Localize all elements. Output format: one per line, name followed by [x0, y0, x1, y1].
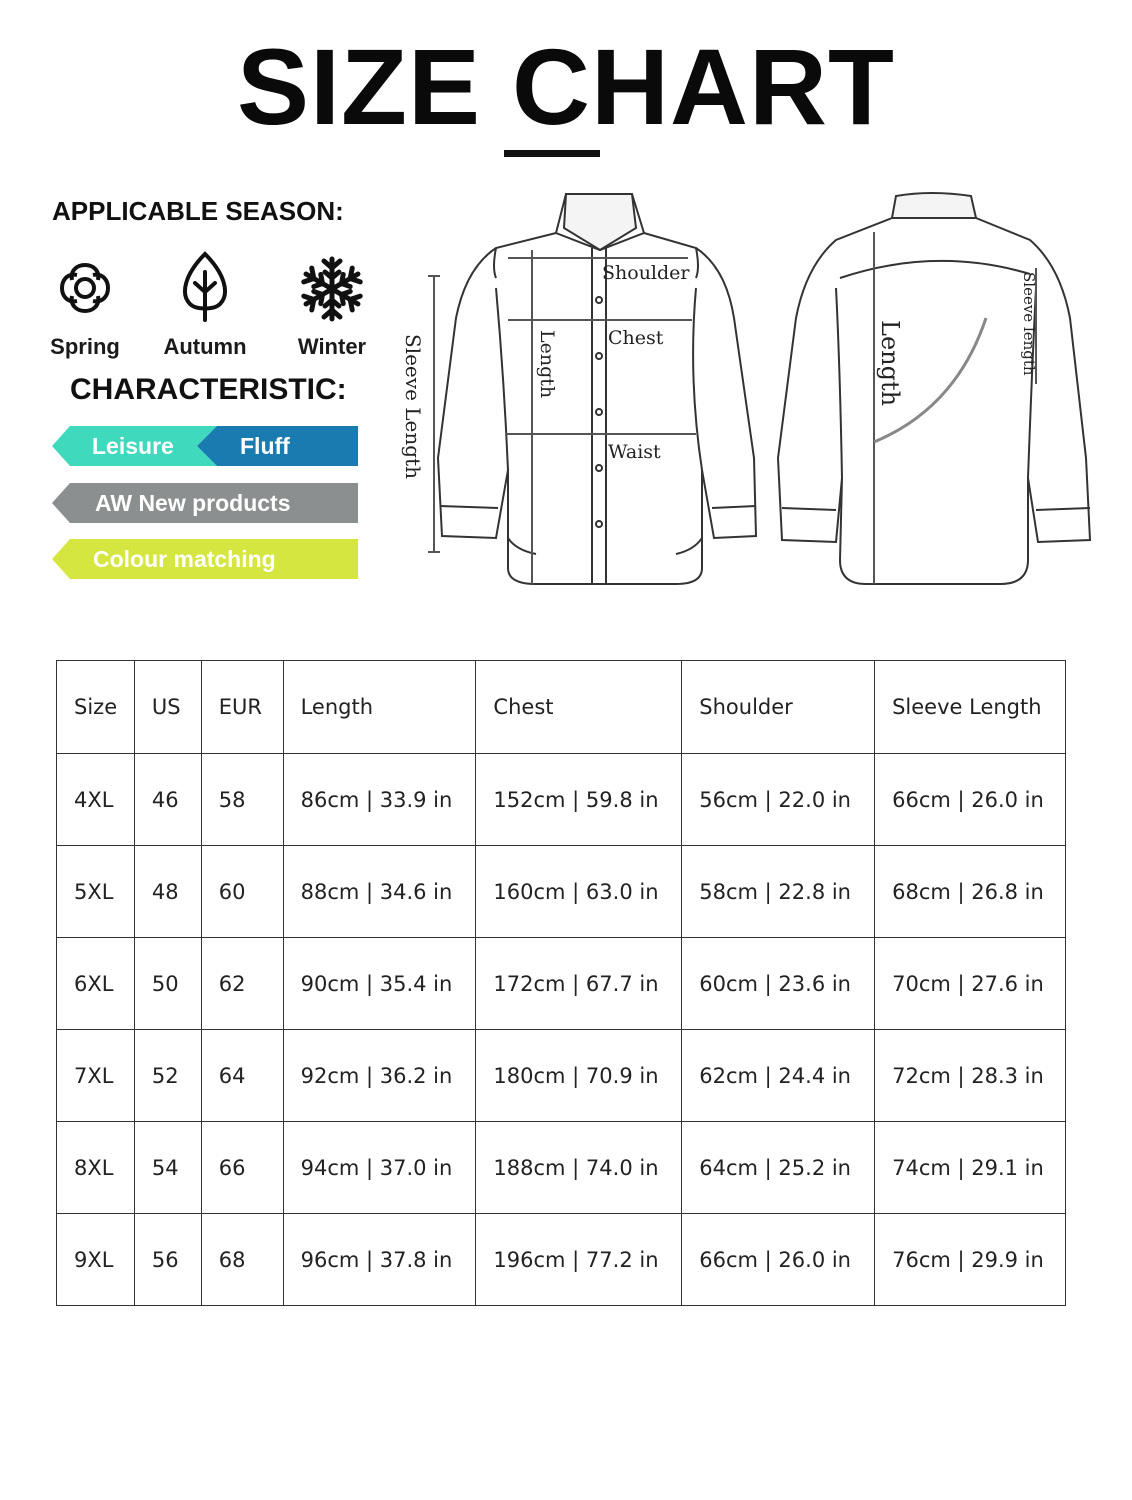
cell-chest: 172cm | 67.7 in — [476, 938, 682, 1030]
season-winter — [282, 254, 382, 360]
cell-chest: 152cm | 59.8 in — [476, 754, 682, 846]
cell-eur: 62 — [201, 938, 283, 1030]
cell-size: 7XL — [57, 1030, 135, 1122]
cell-length: 86cm | 33.9 in — [283, 754, 476, 846]
cell-length: 88cm | 34.6 in — [283, 846, 476, 938]
shirt-diagram — [396, 188, 1100, 590]
cell-shoulder: 60cm | 23.6 in — [682, 938, 875, 1030]
tag-aw-new-products — [52, 483, 358, 523]
tag-leisure-fluff — [52, 426, 358, 466]
tag-colour-matching — [52, 539, 358, 579]
cell-size: 9XL — [57, 1214, 135, 1306]
cell-sleeve-length: 70cm | 27.6 in — [875, 938, 1066, 1030]
cell-length: 90cm | 35.4 in — [283, 938, 476, 1030]
season-label-spring: Spring — [50, 334, 120, 359]
season-label-winter: Winter — [297, 334, 367, 359]
label-shoulder: Shoulder — [602, 262, 690, 284]
table-row — [57, 1122, 1066, 1214]
cell-us: 52 — [134, 1030, 201, 1122]
cell-sleeve-length: 68cm | 26.8 in — [875, 846, 1066, 938]
cell-eur: 64 — [201, 1030, 283, 1122]
cell-shoulder: 58cm | 22.8 in — [682, 846, 875, 938]
cell-size: 4XL — [57, 754, 135, 846]
season-heading: APPLICABLE SEASON: — [52, 196, 344, 226]
cell-us: 56 — [134, 1214, 201, 1306]
header-size: Size — [57, 661, 135, 754]
cell-us: 46 — [134, 754, 201, 846]
cell-eur: 68 — [201, 1214, 283, 1306]
cell-chest: 160cm | 63.0 in — [476, 846, 682, 938]
leaf-icon — [170, 250, 240, 324]
tag-fluff-label: Fluff — [240, 433, 290, 459]
characteristic-heading: CHARACTERISTIC: — [70, 373, 347, 406]
season-spring — [35, 252, 135, 360]
cell-sleeve-length: 66cm | 26.0 in — [875, 754, 1066, 846]
label-length-front: Length — [536, 330, 558, 399]
cell-size: 5XL — [57, 846, 135, 938]
title-underline — [504, 150, 600, 157]
season-autumn — [155, 250, 255, 360]
cell-us: 50 — [134, 938, 201, 1030]
cell-length: 94cm | 37.0 in — [283, 1122, 476, 1214]
season-label-autumn: Autumn — [163, 334, 247, 359]
tag-colour-label: Colour matching — [93, 546, 276, 572]
table-row — [57, 1030, 1066, 1122]
table-row — [57, 754, 1066, 846]
table-row — [57, 1214, 1066, 1306]
cell-shoulder: 64cm | 25.2 in — [682, 1122, 875, 1214]
table-header-row — [57, 661, 1066, 754]
cell-sleeve-length: 76cm | 29.9 in — [875, 1214, 1066, 1306]
cell-eur: 60 — [201, 846, 283, 938]
cell-chest: 188cm | 74.0 in — [476, 1122, 682, 1214]
cell-length: 92cm | 36.2 in — [283, 1030, 476, 1122]
size-table — [56, 660, 1066, 1306]
tag-leisure-label: Leisure — [92, 433, 174, 459]
header-us: US — [134, 661, 201, 754]
cell-size: 8XL — [57, 1122, 135, 1214]
cell-sleeve-length: 74cm | 29.1 in — [875, 1122, 1066, 1214]
label-sleeve-front: Sleeve Length — [401, 334, 425, 479]
snowflake-icon — [297, 254, 367, 324]
cell-shoulder: 66cm | 26.0 in — [682, 1214, 875, 1306]
label-length-back: Length — [876, 320, 904, 407]
flower-icon — [50, 252, 120, 324]
cell-shoulder: 62cm | 24.4 in — [682, 1030, 875, 1122]
cell-size: 6XL — [57, 938, 135, 1030]
table-row — [57, 938, 1066, 1030]
label-waist: Waist — [608, 441, 661, 463]
cell-us: 54 — [134, 1122, 201, 1214]
header-length: Length — [283, 661, 476, 754]
table-row — [57, 846, 1066, 938]
label-sleeve-back: Sleeve length — [1020, 272, 1038, 376]
cell-eur: 58 — [201, 754, 283, 846]
cell-eur: 66 — [201, 1122, 283, 1214]
cell-sleeve-length: 72cm | 28.3 in — [875, 1030, 1066, 1122]
cell-length: 96cm | 37.8 in — [283, 1214, 476, 1306]
label-chest: Chest — [608, 327, 664, 349]
tag-aw-label: AW New products — [95, 490, 291, 516]
cell-chest: 180cm | 70.9 in — [476, 1030, 682, 1122]
page-title: SIZE CHART — [237, 26, 895, 147]
header-shoulder: Shoulder — [682, 661, 875, 754]
cell-us: 48 — [134, 846, 201, 938]
header-eur: EUR — [201, 661, 283, 754]
header-sleeve-length: Sleeve Length — [875, 661, 1066, 754]
cell-chest: 196cm | 77.2 in — [476, 1214, 682, 1306]
header-chest: Chest — [476, 661, 682, 754]
cell-shoulder: 56cm | 22.0 in — [682, 754, 875, 846]
